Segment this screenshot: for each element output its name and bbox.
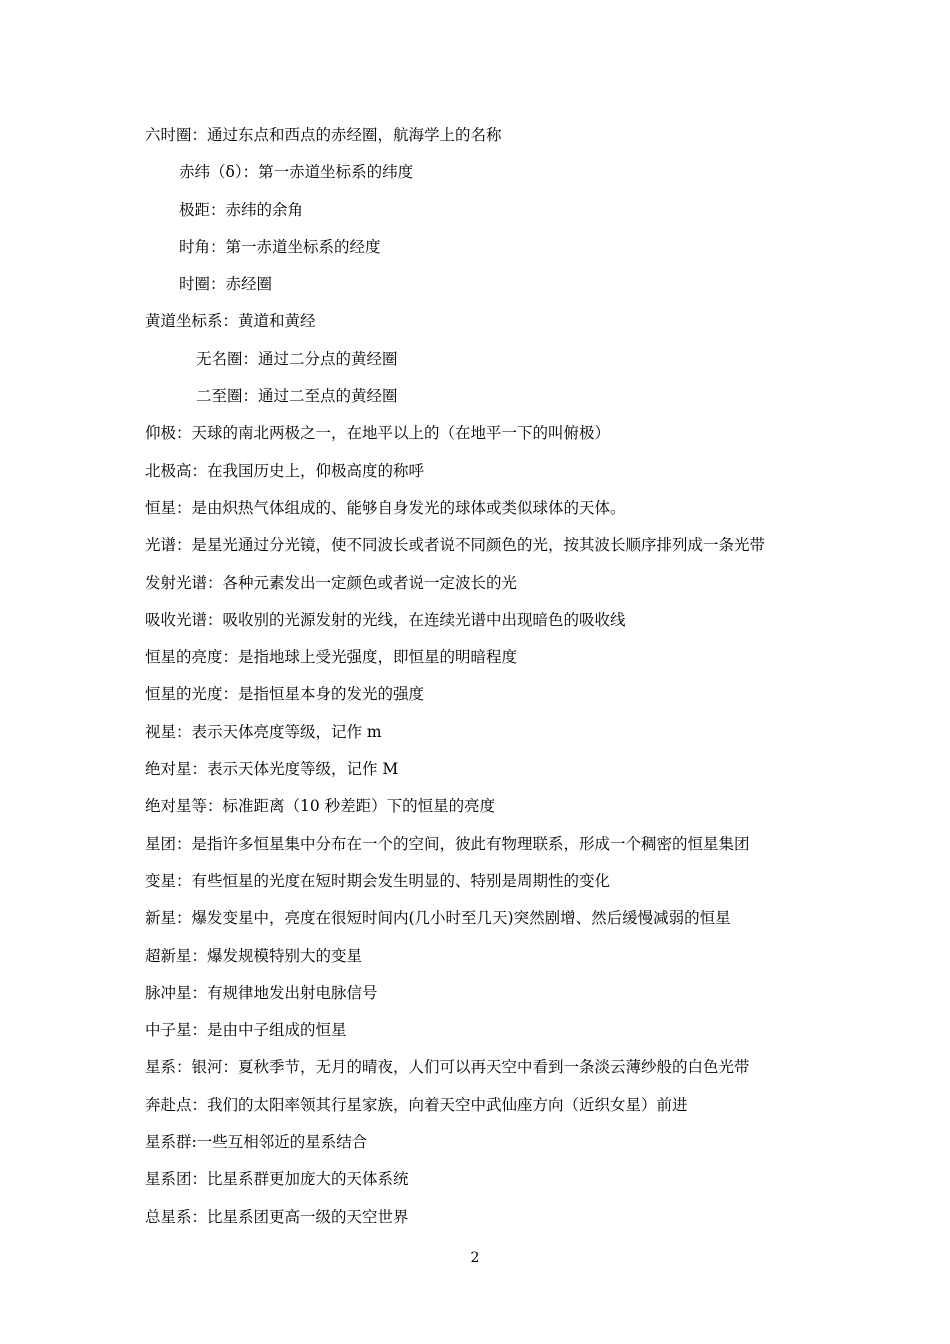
text-line: 赤纬（δ）：第一赤道坐标系的纬度 (179, 163, 414, 182)
text-line: 星团：是指许多恒星集中分布在一个的空间，彼此有物理联系，形成一个稠密的恒星集团 (145, 834, 750, 853)
text-line: 新星：爆发变星中，亮度在很短时间内(几小时至几天)突然剧增、然后缓慢减弱的恒星 (145, 909, 731, 928)
text-line: 仰极：天球的南北两极之一，在地平以上的（在地平一下的叫俯极） (145, 424, 611, 443)
text-line: 无名圈：通过二分点的黄经圈 (196, 349, 398, 368)
text-line: 恒星的亮度：是指地球上受光强度，即恒星的明暗程度 (145, 648, 518, 667)
text-line: 视星：表示天体亮度等级，记作 m (145, 722, 382, 741)
text-line: 光谱：是星光通过分光镜，使不同波长或者说不同颜色的光，按其波长顺序排列成一条光带 (145, 536, 766, 555)
text-line: 超新星：爆发规模特别大的变星 (145, 946, 363, 965)
text-line: 星系群:一些互相邻近的星系结合 (145, 1133, 368, 1152)
text-line: 极距：赤纬的余角 (179, 200, 304, 219)
text-line: 绝对星：表示天体光度等级，记作 M (145, 760, 399, 779)
text-line: 变星：有些恒星的光度在短时期会发生明显的、特别是周期性的变化 (145, 871, 611, 890)
text-line: 恒星：是由炽热气体组成的、能够自身发光的球体或类似球体的天体。 (145, 498, 626, 517)
text-line: 六时圈：通过东点和西点的赤经圈，航海学上的名称 (145, 126, 502, 144)
text-line: 脉冲星：有规律地发出射电脉信号 (145, 983, 378, 1002)
page-number: 2 (470, 1250, 480, 1266)
text-line: 吸收光谱：吸收别的光源发射的光线，在连续光谱中出现暗色的吸收线 (145, 610, 626, 629)
text-line: 星系团：比星系群更加庞大的天体系统 (145, 1170, 409, 1189)
text-line: 奔赴点：我们的太阳率领其行星家族，向着天空中武仙座方向（近织女星）前进 (145, 1095, 688, 1114)
text-line: 星系：银河：夏秋季节，无月的晴夜，人们可以再天空中看到一条淡云薄纱般的白色光带 (145, 1058, 750, 1077)
text-line: 中子星：是由中子组成的恒星 (145, 1021, 347, 1040)
text-line: 黄道坐标系：黄道和黄经 (145, 312, 316, 331)
text-line: 二至圈：通过二至点的黄经圈 (196, 387, 398, 406)
text-body (0, 117, 950, 1236)
text-line: 总星系：比星系团更高一级的天空世界 (145, 1207, 409, 1226)
text-line: 时圈：赤经圈 (179, 275, 273, 294)
text-line: 恒星的光度：是指恒星本身的发光的强度 (145, 685, 425, 704)
text-line: 发射光谱：各种元素发出一定颜色或者说一定波长的光 (145, 573, 518, 592)
text-line: 绝对星等：标准距离（10 秒差距）下的恒星的亮度 (145, 797, 496, 816)
text-line: 时角：第一赤道坐标系的经度 (179, 237, 381, 256)
text-line: 北极高：在我国历史上，仰极高度的称呼 (145, 461, 425, 480)
